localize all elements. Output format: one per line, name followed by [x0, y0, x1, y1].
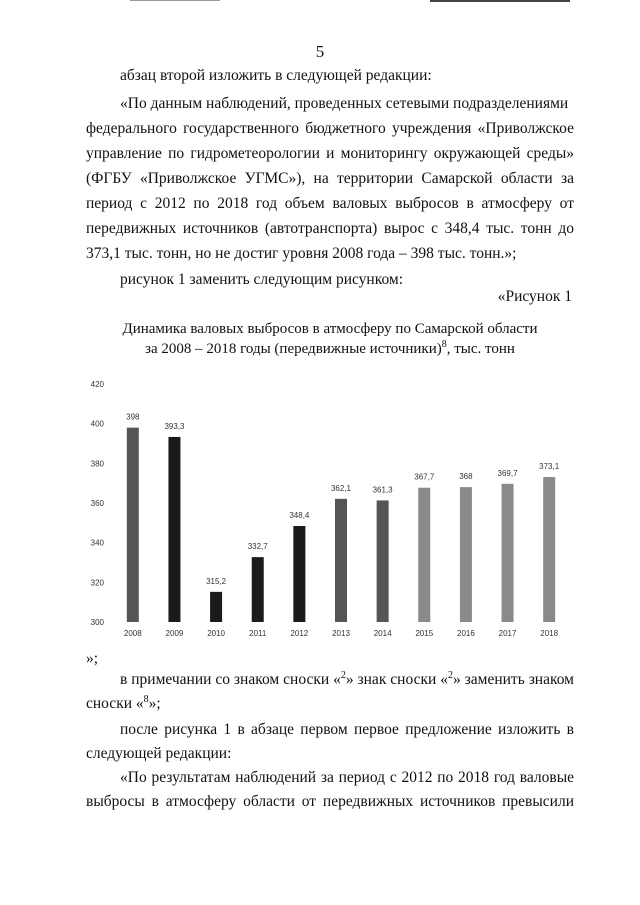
- footnote-text-c: » заменить знаком: [452, 671, 574, 688]
- footnote-instruction-line-1: [120, 668, 574, 692]
- paragraph-figure-replace: рисунок 1 заменить следующим рисунком:: [120, 271, 404, 288]
- footnote-text-a: в примечании со знаком сноски «: [120, 671, 341, 688]
- figure-caption-label: «Рисунок 1: [497, 288, 572, 305]
- closing-quote: »;: [86, 650, 99, 667]
- bar: [168, 437, 180, 622]
- quote-line-6: передвижных источников (автотранспорта) вырос с 348,4 тыс. тонн до: [86, 220, 574, 237]
- bar: [460, 487, 472, 622]
- x-tick-label: 2011: [249, 629, 267, 638]
- y-tick-label: 340: [90, 538, 104, 548]
- footnote-instruction-line-2: [86, 692, 161, 716]
- y-tick-label: 400: [90, 419, 104, 429]
- y-tick-label: 320: [90, 578, 104, 588]
- bar-value-label: 368: [459, 472, 473, 482]
- bar-value-label: 367,7: [414, 472, 435, 482]
- scan-edge-mark: [430, 0, 570, 2]
- bar: [418, 488, 430, 622]
- bar-value-label: 398: [126, 412, 140, 422]
- bar: [127, 428, 139, 622]
- bar: [252, 557, 264, 622]
- x-tick-label: 2017: [498, 629, 517, 638]
- x-tick-label: 2013: [332, 629, 350, 638]
- bar-value-label: 373,1: [539, 462, 560, 472]
- paragraph-intro: абзац второй изложить в следующей редакции:: [120, 67, 432, 84]
- x-tick-label: 2018: [540, 629, 559, 638]
- instruction-line-2: следующей редакции:: [86, 745, 232, 762]
- x-tick-label: 2012: [290, 629, 309, 638]
- bar: [293, 526, 305, 622]
- footnote-text-b: » знак сноски «: [345, 671, 448, 688]
- chart-title-units: , тыс. тонн: [446, 341, 515, 357]
- quote-line-7: 373,1 тыс. тонн, но не достиг уровня 2008 года – 398 тыс. тонн.»;: [86, 245, 517, 262]
- result-line-1: «По результатам наблюдений за период с 2012 по 2018 год валовые: [120, 769, 574, 786]
- instruction-line-1: после рисунка 1 в абзаце первом первое предложение изложить в: [120, 721, 574, 738]
- bar: [502, 484, 514, 622]
- page-number: 5: [315, 42, 325, 61]
- y-tick-label: 380: [90, 459, 104, 469]
- bar: [377, 500, 389, 622]
- chart-title-line-2-text: за 2008 – 2018 годы (передвижные источники): [145, 341, 442, 357]
- bar: [335, 499, 347, 622]
- x-tick-label: 2016: [457, 629, 475, 638]
- bar: [543, 477, 555, 622]
- bar-value-label: 315,2: [206, 576, 227, 586]
- y-tick-label: 360: [90, 499, 104, 508]
- bar-value-label: 369,7: [497, 468, 518, 478]
- y-tick-label: 300: [90, 618, 104, 627]
- quote-line-1: «По данным наблюдений, проведенных сетевыми подразделениями: [120, 95, 569, 112]
- quote-line-3: управление по гидрометеорологии и мониторингу окружающей среды»: [86, 145, 574, 162]
- footnote-sup-3: 8: [143, 693, 149, 705]
- bar-value-label: 332,7: [247, 542, 268, 552]
- chart-title-line-1: Динамика валовых выбросов в атмосферу по Самарской области: [122, 321, 538, 337]
- bar-value-label: 361,3: [372, 485, 393, 495]
- x-tick-label: 2015: [415, 629, 434, 638]
- footnote-sup-2: 2: [447, 669, 453, 681]
- footnote-text-d: сноски «: [86, 695, 144, 712]
- result-line-2: выбросы в атмосферу области от передвижных источников превысили: [86, 793, 574, 810]
- bar-value-label: 393,3: [164, 421, 185, 431]
- y-tick-label: 420: [90, 380, 104, 389]
- quote-line-5: период с 2012 по 2018 год объем валовых выбросов в атмосферу от: [86, 195, 574, 212]
- bar-value-label: 362,1: [330, 483, 352, 493]
- quote-line-4: (ФГБУ «Приволжское УГМС»), на территории Самарской области за: [86, 170, 574, 187]
- x-tick-label: 2009: [165, 629, 184, 638]
- bar-value-label: 348,4: [289, 511, 310, 521]
- x-tick-label: 2014: [373, 629, 392, 638]
- x-tick-label: 2008: [123, 629, 142, 638]
- x-tick-label: 2010: [207, 629, 225, 638]
- chart-title-footnote-mark: 8: [441, 339, 447, 350]
- footnote-sup-1: 2: [340, 669, 346, 681]
- quote-line-2: федерального государственного бюджетного учреждения «Приволжское: [86, 120, 574, 137]
- scan-edge-mark: [130, 0, 220, 1]
- footnote-text-e: »;: [148, 695, 161, 712]
- bar: [210, 592, 222, 622]
